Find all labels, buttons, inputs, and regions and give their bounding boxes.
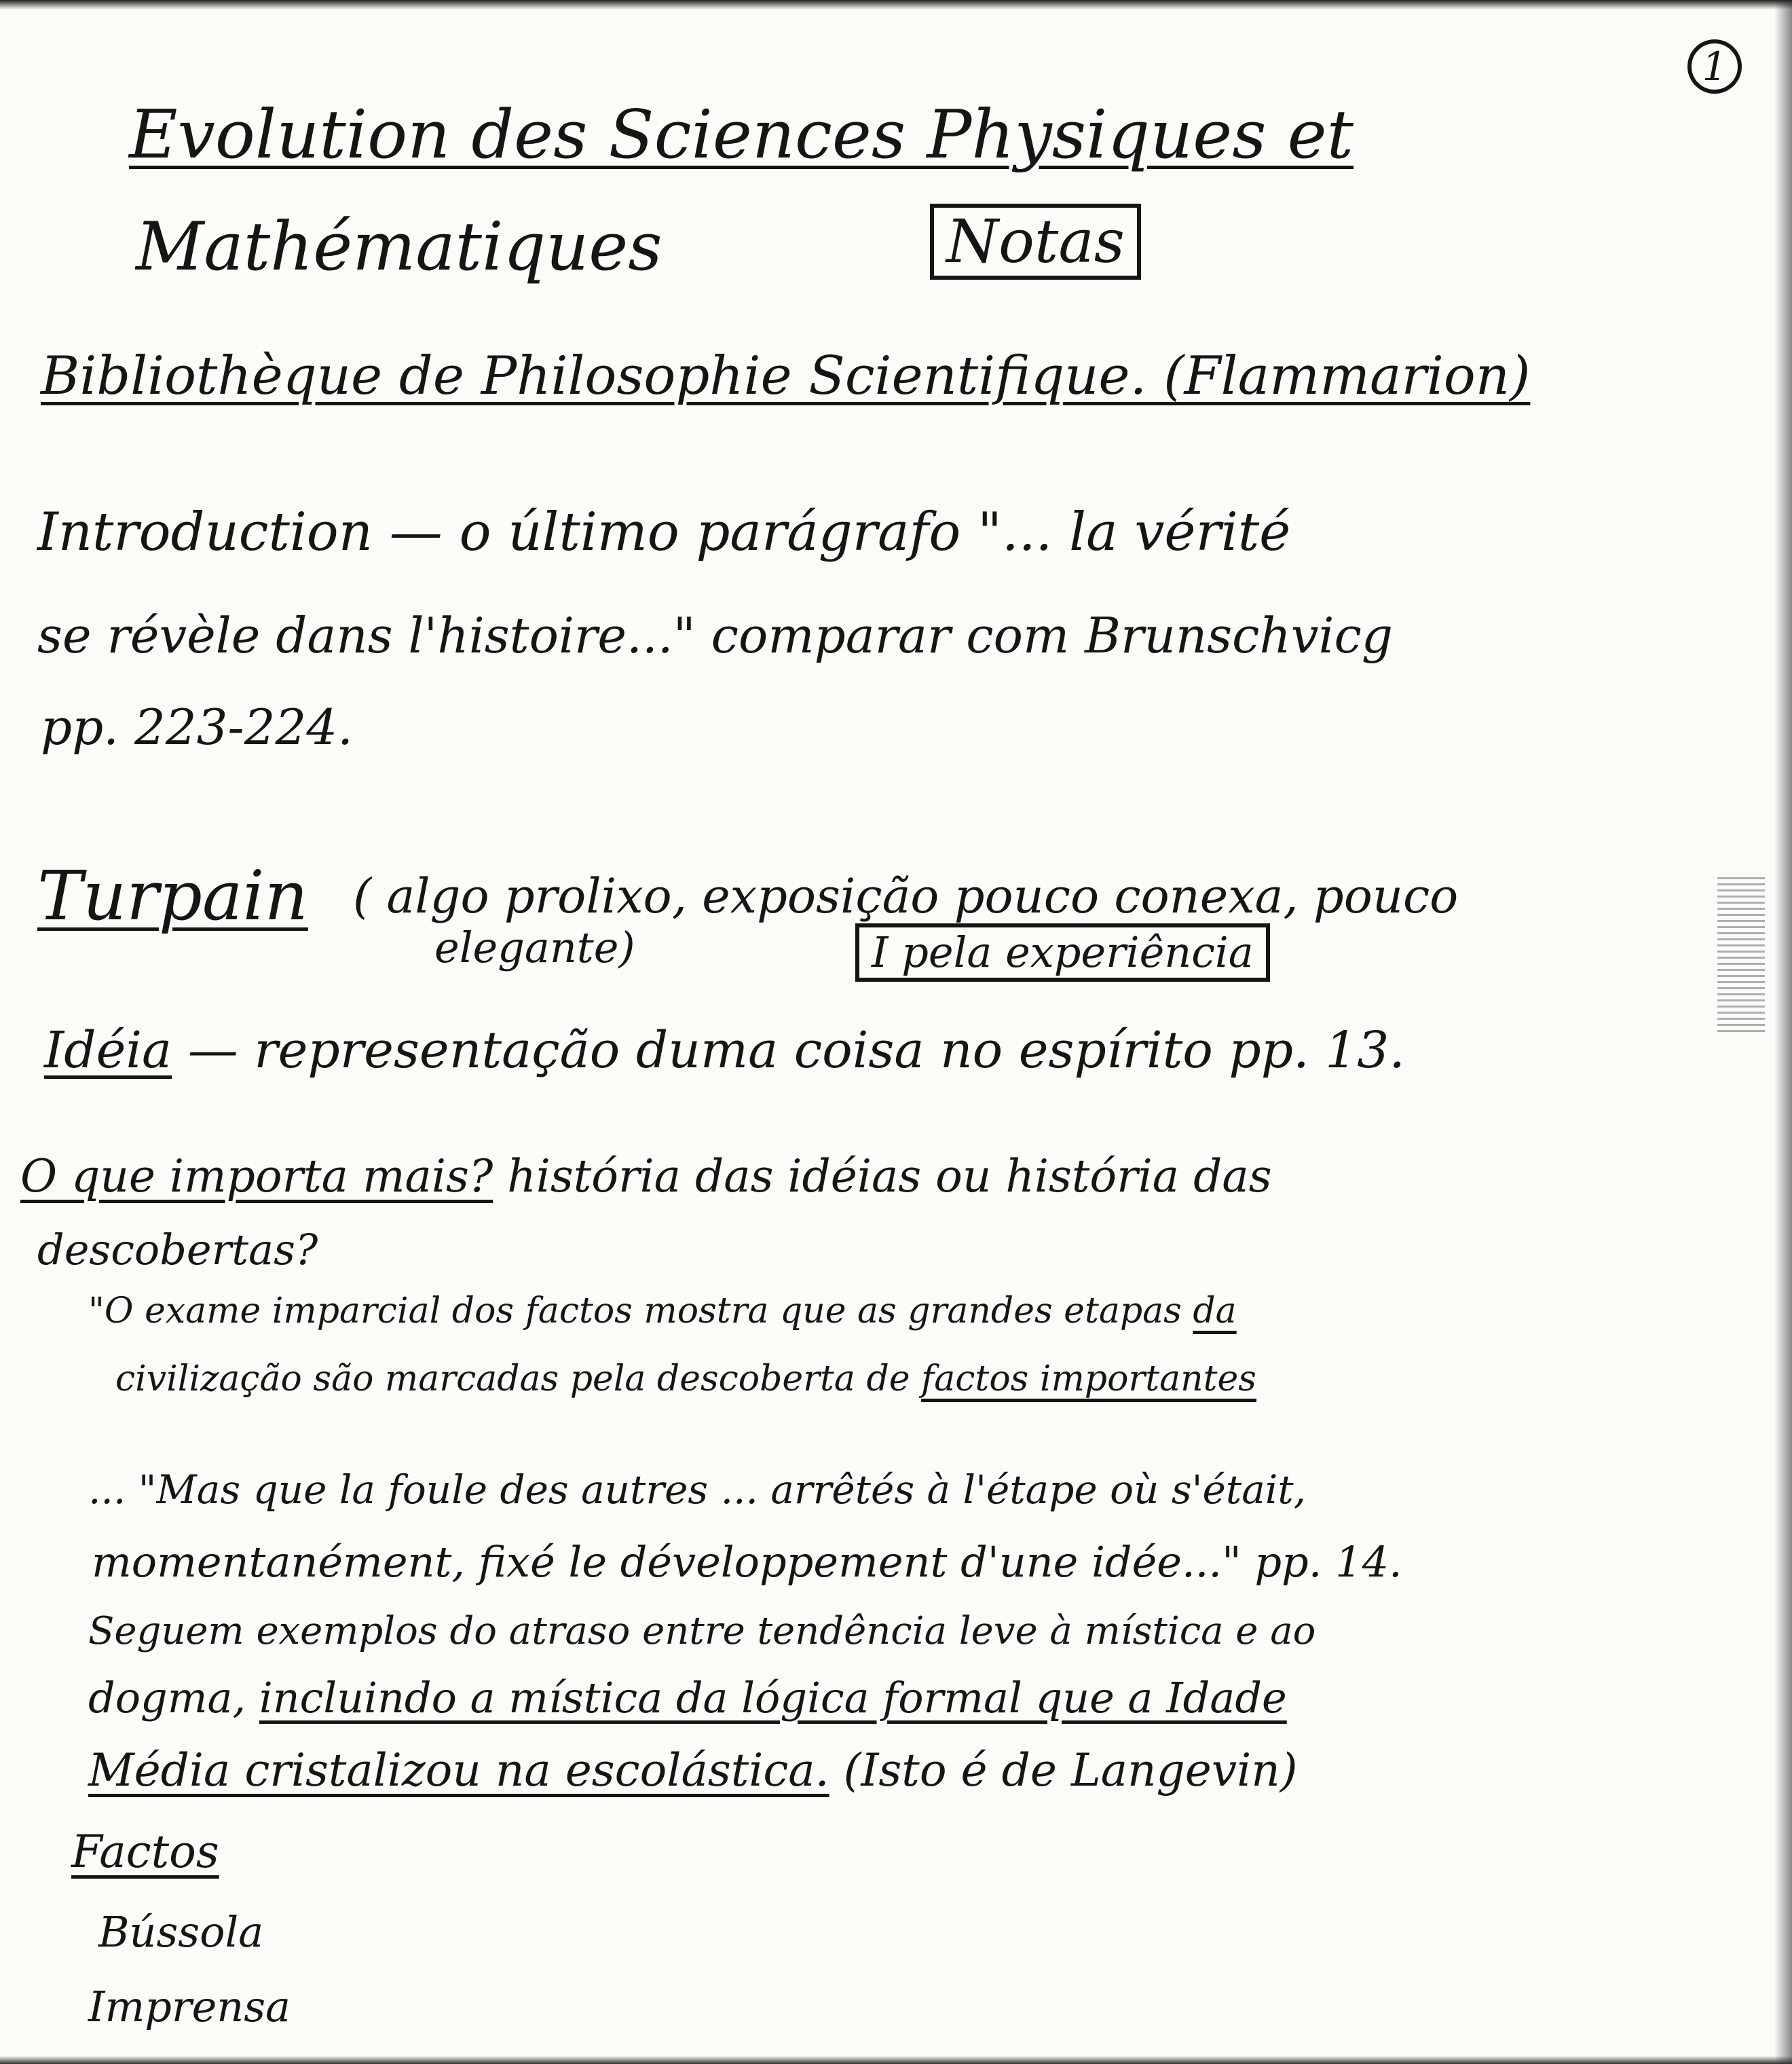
examples-line-2-lead: dogma, [88,1673,246,1722]
factos-label: Factos [71,1826,219,1878]
scan-noise-mark [1717,876,1765,1032]
turpain-comment: ( algo prolixo, exposição pouco conexa, pouco [353,868,1459,924]
question-lead: O que importa mais? [20,1150,493,1202]
factos-heading [71,1826,219,1878]
turpain-comment-2: elegante) [434,923,635,972]
question-line-2: descobertas? [37,1225,318,1274]
examples-line-2 [88,1673,1287,1722]
turpain-name-text: Turpain [37,856,308,936]
quote-1-line-2 [115,1361,1256,1397]
quote-1-line-2-lead: civilização são marcadas pela descoberta de [115,1359,910,1399]
ideia-line [44,1021,1405,1080]
scan-edge-top [0,0,1792,10]
notes-label-box: Notas [930,204,1141,280]
examples-line-2-underlined: incluindo a mística da lógica formal que a Idade [259,1673,1287,1722]
title-line-1-text: Evolution des Sciences Physiques et [129,96,1354,174]
intro-line-1: Introduction — o último parágrafo "... la vérité [37,502,1291,563]
quote-2-line-1: ... "Mas que la foule des autres ... arrêtés à l'étape où s'était, [88,1467,1307,1513]
boxed-note: I pela experiência [855,923,1270,982]
intro-line-2: se révèle dans l'histoire..." comparar com Brunschvicg [37,607,1393,664]
ideia-text: — representação duma coisa no espírito pp. 13. [187,1021,1405,1080]
title-line-2: Mathématiques [136,208,662,286]
list-item-imprensa: Imprensa [88,1982,291,2031]
bibliography-text: Bibliothèque de Philosophie Scientifique. (Flammarion) [41,346,1531,407]
scan-edge-right [1774,0,1792,2064]
examples-line-3-rest: (Isto é de Langevin) [843,1744,1298,1796]
turpain-name [37,856,308,936]
examples-line-3 [88,1744,1298,1796]
question-line-1 [20,1150,1272,1202]
examples-line-1: Seguem exemplos do atraso entre tendência leve à mística e ao [88,1609,1316,1653]
quote-2-line-2: momentanément, fixé le développement d'une idée..." pp. 14. [92,1537,1402,1587]
question-rest: história das idéias ou história das [507,1150,1272,1202]
scan-edge-bottom [0,2056,1792,2064]
ideia-label: Idéia [44,1021,172,1080]
quote-1-line-1-main: "O exame imparcial dos factos mostra que as grandes etapas [88,1291,1182,1331]
quote-1-line-1 [88,1293,1237,1329]
examples-line-3-underlined: Média cristalizou na escolástica. [88,1744,829,1796]
quote-1-line-1-underlined: da [1193,1291,1237,1331]
title-line-1 [129,96,1354,174]
page-number: 1 [1687,39,1742,94]
quote-1-line-2-underlined: factos importantes [921,1359,1256,1399]
list-item-bussola: Bússola [98,1907,264,1957]
bibliography-line [41,346,1531,407]
intro-line-3: pp. 223-224. [41,699,354,756]
